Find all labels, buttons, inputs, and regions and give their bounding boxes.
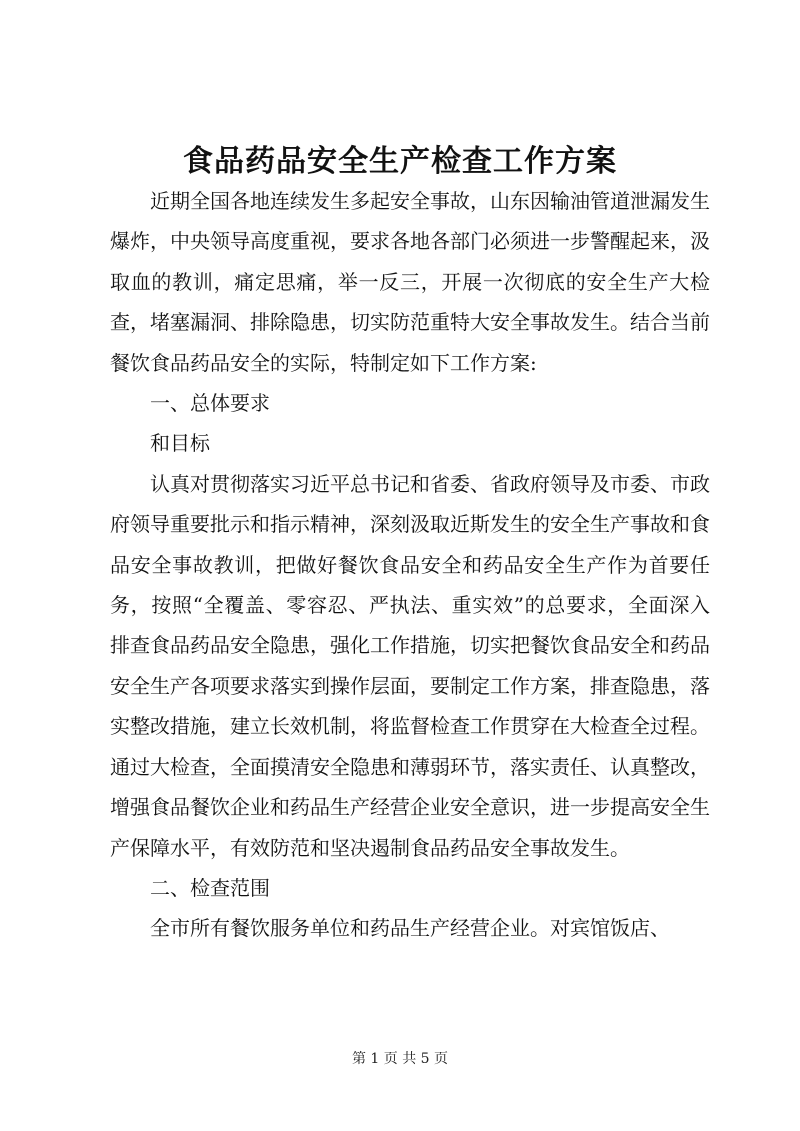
- document-title: 食品药品安全生产检查工作方案: [183, 144, 617, 179]
- section-heading-scope: 二、检查范围: [150, 875, 270, 900]
- intro-paragraph: 近期全国各地连续发生多起安全事故，山东因输油管道泄漏发生爆炸，中央领导高度重视，要求各地各部门必须进一步警醒起来，汲取血的教训，痛定思痛，举一反三，开展一次彻底的安全生产大检查，堵塞漏洞、排除隐患，切实防范重特大安全事故发生。结合当前餐饮食品药品安全的实际，特制定如下工作方案:: [110, 189, 710, 375]
- section-heading-continuation: 和目标: [150, 431, 210, 456]
- document-body: [110, 181, 710, 949]
- scope-paragraph: 全市所有餐饮服务单位和药品生产经营企业。对宾馆饭店、: [150, 916, 670, 941]
- page-footer: 第 1 页 共 5 页: [351, 1051, 449, 1067]
- section-heading-general: 一、总体要求: [150, 391, 270, 416]
- requirements-paragraph: 认真对贯彻落实习近平总书记和省委、省政府领导及市委、市政府领导重要批示和指示精神，深刻汲取近斯发生的安全生产事故和食品安全事故教训，把做好餐饮食品安全和药品安全生产作为首要任务，按照“全覆盖、零容忍、严执法、重实效”的总要求，全面深入排查食品药品安全隐患，强化工作措施，切实把餐饮食品安全和药品安全生产各项要求落实到操作层面，要制定工作方案，排查隐患，落实整改措施，建立长效机制，将监督检查工作贯穿在大检查全过程。通过大检查，全面摸清安全隐患和薄弱环节，落实责任、认真整改，增强食品餐饮企业和药品生产经营企业安全意识，进一步提高安全生产保障水平，有效防范和坚决遏制食品药品安全事故发生。: [110, 471, 710, 860]
